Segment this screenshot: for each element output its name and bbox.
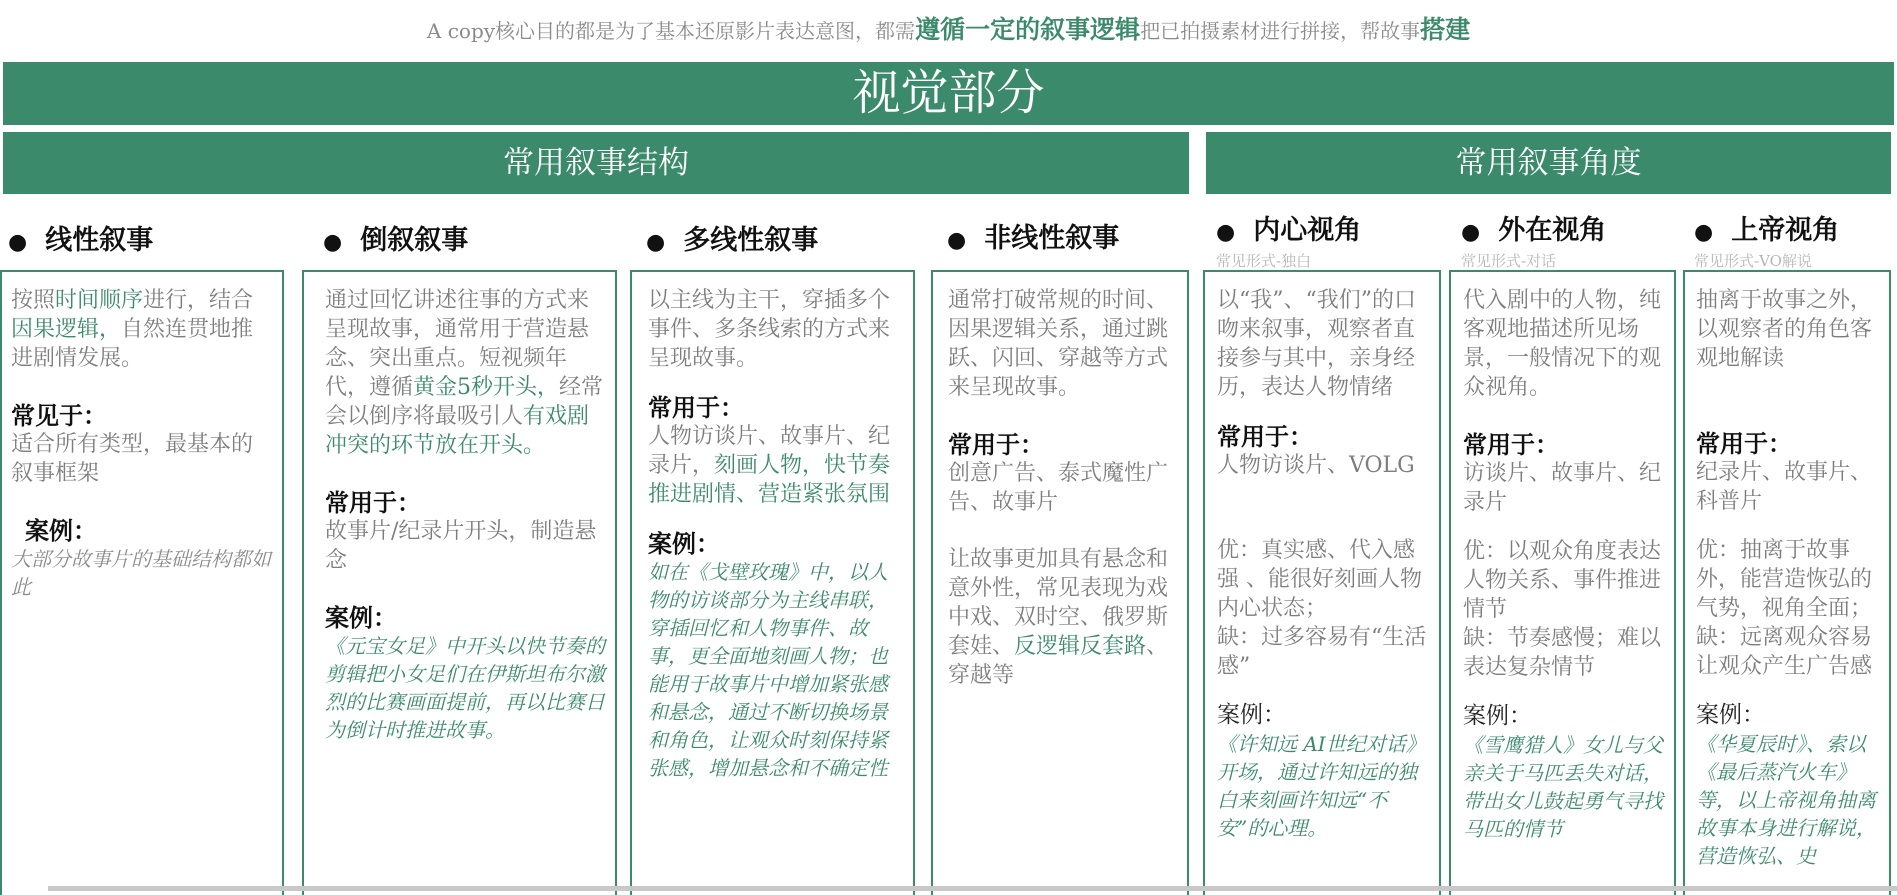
pro-text: 优：抽离于故事外，能营造恢弘的气势，视角全面； xyxy=(1696,538,1873,621)
column-heading-god xyxy=(1694,213,1839,249)
use-text: 访谈片、故事片、纪录片 xyxy=(1463,461,1662,515)
card-inner xyxy=(1203,270,1441,895)
column-heading-nonlinear xyxy=(947,221,1119,257)
pro-text: 优：真实感、代入感强 、能很好刻画人物内心状态； xyxy=(1217,538,1422,621)
bullet-icon: ● xyxy=(323,229,343,255)
heading-text: 多线性叙事 xyxy=(683,225,819,256)
column-heading-inner xyxy=(1216,213,1361,249)
card-description: 以“我”、“我们”的口吻来叙事，观察者直接参与其中，亲身经历，表达人物情绪 xyxy=(1217,288,1416,400)
card-linear xyxy=(0,270,284,895)
bullet-icon: ● xyxy=(1461,219,1481,245)
horizontal-scrollbar[interactable] xyxy=(48,886,1897,891)
card-description: 通常打破常规的时间、因果逻辑关系，通过跳跃、闪回、穿越等方式来呈现故事。 xyxy=(948,288,1169,400)
pro-text: 优：以观众角度表达人物关系、事件推进情节 xyxy=(1463,539,1662,622)
card-nonlinear xyxy=(931,270,1189,895)
card-god xyxy=(1683,270,1891,895)
note-text: 让故事更加具有悬念和意外性，常见表现为戏中戏、双时空、俄罗斯套娃、反逻辑反套路、穿越等 xyxy=(948,547,1169,688)
heading-text: 线性叙事 xyxy=(45,225,154,256)
case-label: 案例： xyxy=(1463,703,1532,729)
card-outer xyxy=(1449,270,1676,895)
use-label: 常见于： xyxy=(11,401,107,430)
case-label: 案例： xyxy=(1217,702,1286,728)
card-description: 抽离于故事之外，以观察者的角色客观地解读 xyxy=(1696,288,1873,371)
card-description: 按照时间顺序进行，结合因果逻辑，自然连贯地推进剧情发展。 xyxy=(11,288,254,371)
bullet-icon: ● xyxy=(646,229,666,255)
heading-text: 上帝视角 xyxy=(1731,215,1840,246)
intro-text-2: 把已拍摄素材进行拼接，帮故事 xyxy=(1140,19,1421,43)
case-text: 《华夏辰时》、索以《最后蒸汽火车》等，以上帝视角抽离故事本身进行解说，营造恢弘、史 xyxy=(1696,732,1876,868)
column-heading-multiline xyxy=(646,223,818,259)
con-text: 缺：节奏感慢；难以表达复杂情节 xyxy=(1463,626,1662,680)
form-subtitle: 常见形式-对话 xyxy=(1461,252,1557,270)
case-label: 案例： xyxy=(1696,702,1765,728)
column-heading-linear xyxy=(8,223,153,259)
heading-text: 内心视角 xyxy=(1253,215,1362,246)
con-text: 缺：远离观众容易让观众产生广告感 xyxy=(1696,625,1873,679)
use-text: 适合所有类型，最基本的叙事框架 xyxy=(11,432,254,486)
bullet-icon: ● xyxy=(1216,219,1236,245)
use-label: 常用于： xyxy=(1696,429,1792,458)
card-description: 代入剧中的人物，纯客观地描述所见场景，一般情况下的观众视角。 xyxy=(1463,288,1662,400)
case-label: 案例： xyxy=(325,603,397,632)
case-label: 案例： xyxy=(25,516,97,545)
heading-text: 非线性叙事 xyxy=(984,223,1120,254)
intro-text-1: A copy核心目的都是为了基本还原影片表达意图，都需 xyxy=(426,19,916,43)
bullet-icon: ● xyxy=(947,227,967,253)
use-text: 纪录片、故事片、科普片 xyxy=(1696,460,1873,514)
form-subtitle: 常见形式-独白 xyxy=(1216,252,1312,270)
use-label: 常用于： xyxy=(648,393,744,422)
heading-text: 倒叙叙事 xyxy=(360,225,469,256)
card-description: 以主线为主干，穿插多个事件、多条线索的方式来呈现故事。 xyxy=(648,288,891,371)
case-text: 如在《戈壁玫瑰》中，以人物的访谈部分为主线串联，穿插回忆和人物事件、故事，更全面地刻画人物；也能用于故事片中增加紧张感和悬念，通过不断切换场景和角色，让观众时刻保持紧张感，增加悬念和不确定性 xyxy=(648,560,888,780)
case-text: 大部分故事片的基础结构都如此 xyxy=(11,547,271,599)
use-text: 创意广告、泰式魔性广告、故事片 xyxy=(948,461,1169,515)
intro-highlight-2: 搭建 xyxy=(1420,15,1471,44)
card-multiline xyxy=(630,270,915,895)
use-text: 人物访谈片、VOLG xyxy=(1217,453,1415,478)
use-label: 常用于： xyxy=(948,430,1044,459)
section-angle-header: 常用叙事角度 xyxy=(1206,132,1891,194)
use-label: 常用于： xyxy=(1463,430,1559,459)
section-structure-header: 常用叙事结构 xyxy=(3,132,1189,194)
use-label: 常用于： xyxy=(1217,422,1313,451)
intro-highlight-1: 遵循一定的叙事逻辑 xyxy=(915,15,1141,44)
use-label: 常用于： xyxy=(325,488,421,517)
card-flashback xyxy=(302,270,617,895)
case-label: 案例： xyxy=(648,529,720,558)
use-text: 人物访谈片、故事片、纪录片，刻画人物，快节奏推进剧情、营造紧张氛围 xyxy=(648,424,891,507)
bullet-icon: ● xyxy=(8,229,28,255)
case-text: 《元宝女足》中开头以快节奏的剪辑把小女足们在伊斯坦布尔激烈的比赛画面提前，再以比赛日为倒计时推进故事。 xyxy=(325,634,605,742)
con-text: 缺：过多容易有“生活感” xyxy=(1217,625,1427,679)
column-heading-flashback xyxy=(323,223,468,259)
heading-text: 外在视角 xyxy=(1498,215,1607,246)
column-heading-outer xyxy=(1461,213,1606,249)
case-text: 《许知远 AI世纪对话》开场，通过许知远的独白来刻画许知远“不安”的心理。 xyxy=(1217,732,1426,840)
bullet-icon: ● xyxy=(1694,219,1714,245)
page-title-banner: 视觉部分 xyxy=(3,62,1894,125)
card-description: 通过回忆讲述往事的方式来呈现故事，通常用于营造悬念、突出重点。短视频年代，遵循黄金5秒开头，经常会以倒序将最吸引人有戏剧冲突的环节放在开头。 xyxy=(325,288,604,458)
intro-line xyxy=(0,10,1897,50)
use-text: 故事片/纪录片开头，制造悬念 xyxy=(325,519,597,573)
form-subtitle: 常见形式-VO解说 xyxy=(1694,252,1812,270)
case-text: 《雪鹰猎人》女儿与父亲关于马匹丢失对话，带出女儿鼓起勇气寻找马匹的情节 xyxy=(1463,733,1663,841)
